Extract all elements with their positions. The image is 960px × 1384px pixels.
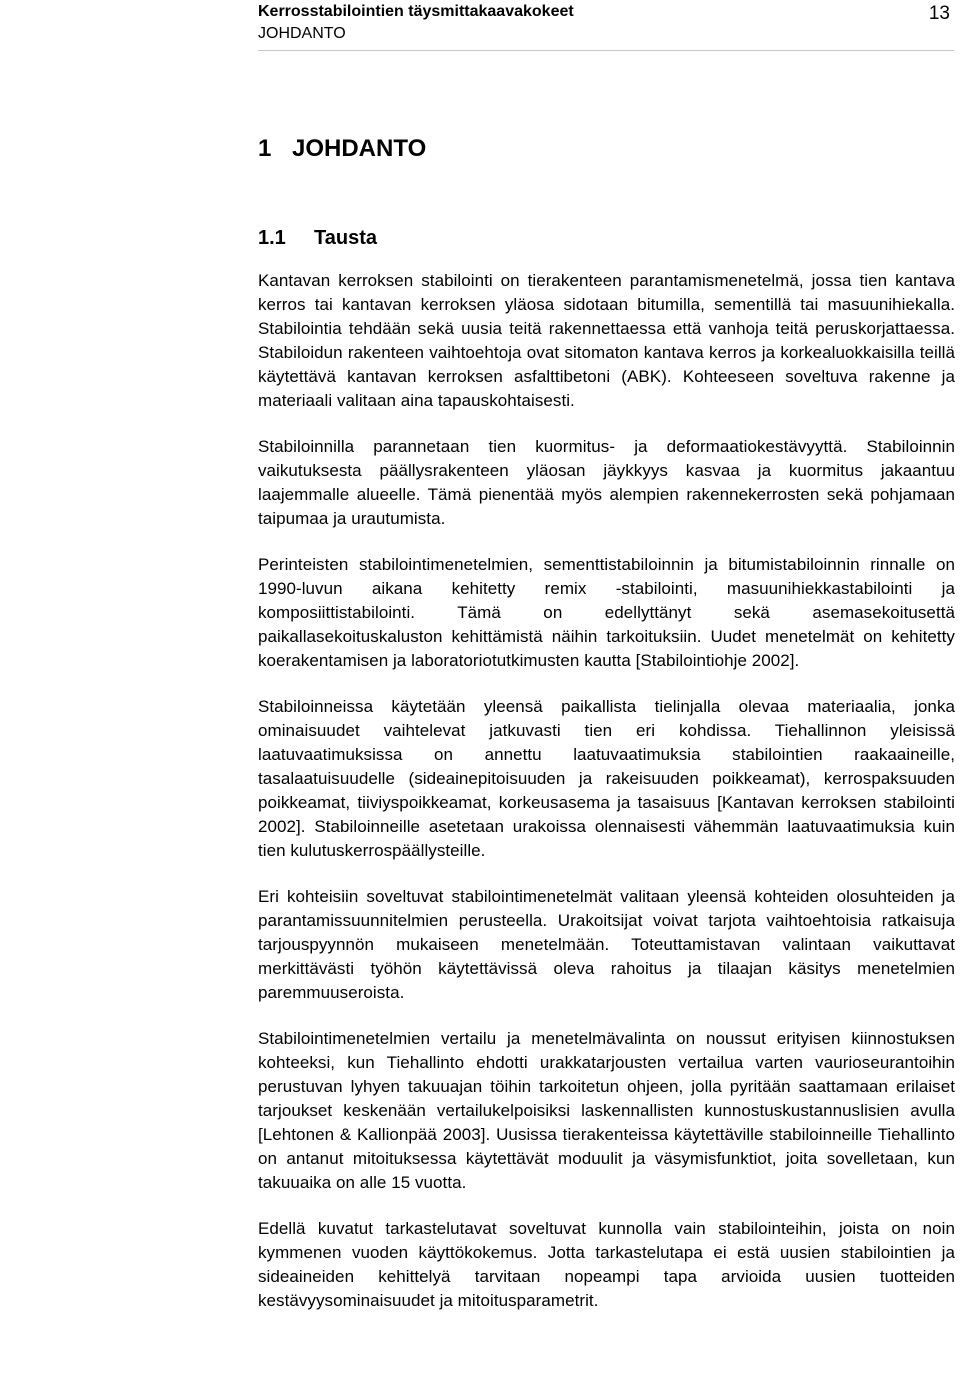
- paragraph: Edellä kuvatut tarkastelutavat soveltuvat kunnolla vain stabilointeihin, joista on noin kymmenen vuoden käyttökokemus. Jotta tarkastelutapa ei estä uusien stabilointien ja sideaineiden kehittelyä tarvitaan nopeampi tapa arvioida uusien tuotteiden kestävyysominaisuudet ja mitoitusparametrit.: [258, 1219, 955, 1310]
- body-text: [258, 269, 955, 1335]
- paragraph: Stabiloinneissa käytetään yleensä paikallista tielinjalla olevaa materiaalia, jonka ominaisuudet vaihtelevat jatkuvasti tien eri kohdissa. Tiehallinnon yleisissä laatuvaatimuksissa on annettu laatuvaatimuksia stabilointien raakaaineille, tasalaatuisuudelle (sideainepitoisuuden ja rakeisuuden poikkeamat), kerrospaksuuden poikkeamat, tiiviyspoikkeamat, korkeusasema ja tasaisuus [Kantavan kerroksen stabilointi 2002]. Stabiloinneille asetetaan urakoissa olennaisesti vähemmän laatuvaatimuksia kuin tien kulutuskerrospäällysteille.: [258, 697, 955, 860]
- chapter-title: JOHDANTO: [292, 135, 427, 162]
- document-title: Kerrosstabilointien täysmittakaavakokeet: [258, 3, 574, 20]
- chapter-heading: [258, 134, 426, 164]
- paragraph: Stabilointimenetelmien vertailu ja menetelmävalinta on noussut erityisen kiinnostuksen kohteeksi, kun Tiehallinto ehdotti urakkatarjousten vertailua varten vaurioseurantoihin perustuvan lyhyen takuuajan töihin tarkoitetun ohjeen, jolla pyritään saattamaan erilaiset tarjoukset keskenään vertailukelpoisiksi laskennallisten kunnostuskustannuslisien avulla [Lehtonen & Kallionpää 2003]. Uusissa tierakenteissa käytettäville stabiloinneille Tiehallinto on antanut mitoituksessa käytettävät moduulit ja väsymisfunktiot, joita sovelletaan, kun takuuaika on alle 15 vuotta.: [258, 1029, 955, 1192]
- section-heading: [258, 225, 377, 251]
- paragraph: Kantavan kerroksen stabilointi on tierakenteen parantamismenetelmä, jossa tien kantava kerros tai kantavan kerroksen yläosa sidotaan bitumilla, sementillä tai masuunihiekalla. Stabilointia tehdään sekä uusia teitä rakennettaessa että vanhoja teitä peruskorjattaessa. Stabiloidun rakenteen vaihtoehtoja ovat sitomaton kantava kerros ja korkealuokkaisilla teillä käytettävä kantavan kerroksen asfalttibetoni (ABK). Kohteeseen soveltuva rakenne ja materiaali valitaan aina tapauskohtaisesti.: [258, 271, 955, 410]
- chapter-running-title: JOHDANTO: [258, 25, 346, 42]
- running-header: [258, 0, 954, 51]
- paragraph: Stabiloinnilla parannetaan tien kuormitus- ja deformaatiokestävyyttä. Stabiloinnin vaikutuksesta päällysrakenteen yläosan jäykkyys kasvaa ja kuormitus jakaantuu laajemmalle alueelle. Tämä pienentää myös alempien rakennekerrosten sekä pohjamaan taipumaa ja urautumista.: [258, 437, 955, 528]
- section-number: 1.1: [258, 227, 286, 249]
- section-title: Tausta: [314, 227, 377, 249]
- chapter-number: 1: [258, 135, 272, 162]
- paragraph: Perinteisten stabilointimenetelmien, sementtistabiloinnin ja bitumistabiloinnin rinnalle on 1990-luvun aikana kehitetty remix -stabilointi, masuunihiekkastabilointi ja komposiittistabilointi. Tämä on edellyttänyt sekä asemasekoitusettä paikallasekoituskaluston kehittämistä näihin tarkoituksiin. Uudet menetelmät on kehitetty koerakentamisen ja laboratoriotutkimusten kautta [Stabilointiohje 2002].: [258, 555, 955, 670]
- page-number: 13: [928, 3, 950, 24]
- paragraph: Eri kohteisiin soveltuvat stabilointimenetelmät valitaan yleensä kohteiden olosuhteiden ja parantamissuunnitelmien perusteella. Urakoitsijat voivat tarjota vaihtoehtoisia ratkaisuja tarjouspyynnön mukaiseen menetelmään. Toteuttamistavan valintaan vaikuttavat merkittävästi työhön käytettävissä oleva rahoitus ja tilaajan käsitys menetelmien paremmuuseroista.: [258, 887, 955, 1002]
